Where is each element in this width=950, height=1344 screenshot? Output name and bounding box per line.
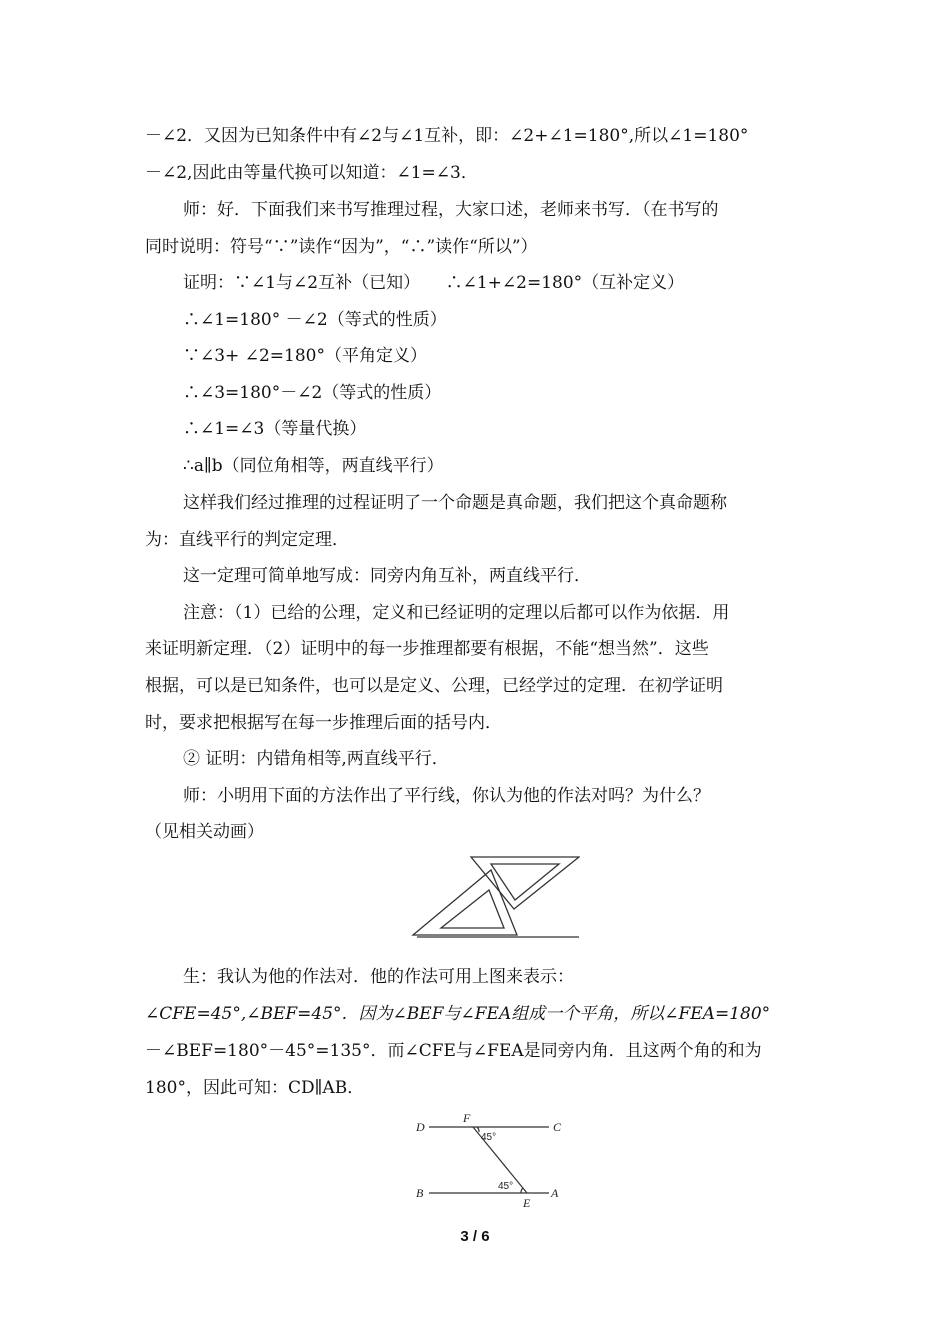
proof-line: ∴∠1=∠3（等量代换） [183, 419, 367, 439]
paragraph-line: 时，要求把根据写在每一步推理后面的括号内． [145, 713, 502, 733]
paragraph-line: 师：好．下面我们来书写推理过程，大家口述，老师来书写．（在书写的 [183, 200, 719, 220]
paragraph-line: 这样我们经过推理的过程证明了一个命题是真命题，我们把这个真命题称 [183, 493, 727, 513]
angle-label-top: 45° [481, 1132, 497, 1143]
paragraph-line: ∠CFE=45°,∠BEF=45°．因为∠BEF与∠FEA组成一个平角，所以∠FEA=180° [145, 1004, 771, 1024]
paragraph-line: 为：直线平行的判定定理． [145, 530, 349, 550]
page-number: 3 / 6 [460, 1228, 490, 1245]
paragraph-line: 来证明新定理．（2）证明中的每一步推理都要有根据，不能“想当然”．这些 [145, 639, 709, 659]
label-A: A [551, 1186, 559, 1200]
angle-label-bottom: 45° [498, 1181, 514, 1192]
label-F: F [463, 1112, 471, 1125]
paragraph-line: 注意：（1）已给的公理，定义和已经证明的定理以后都可以作为依据．用 [183, 603, 730, 623]
paragraph-line: －∠2,因此由等量代换可以知道：∠1=∠3． [145, 163, 478, 183]
label-D: D [416, 1120, 425, 1134]
paragraph-line: ② 证明：内错角相等,两直线平行． [183, 749, 449, 769]
proof-line: ∴∠1=180° －∠2（等式的性质） [183, 310, 447, 330]
paragraph-line: 同时说明：符号“∵”读作“因为”，“∴”读作“所以”） [145, 237, 538, 257]
paragraph-line: －∠BEF=180°－45°=135°．而∠CFE与∠FEA是同旁内角．且这两个角的和为 [145, 1041, 762, 1061]
label-E: E [523, 1196, 531, 1210]
proof-line: ∴a∥b（同位角相等，两直线平行） [183, 456, 444, 476]
proof-line: ∴∠3=180°－∠2（等式的性质） [183, 383, 442, 403]
proof-line: ∵∠3+ ∠2=180°（平角定义） [183, 346, 427, 366]
paragraph-line: 这一定理可简单地写成：同旁内角互补，两直线平行． [183, 566, 591, 586]
paragraph-line: 生：我认为他的作法对．他的作法可用上图来表示： [183, 967, 574, 987]
proof-line: 证明：∵∠1与∠2互补（已知） ∴∠1+∠2=180°（互补定义） [183, 273, 685, 293]
label-C: C [553, 1120, 562, 1134]
set-square-figure [409, 855, 580, 945]
parallel-lines-figure [401, 1112, 589, 1212]
label-B: B [416, 1186, 424, 1200]
paragraph-line: （见相关动画） [145, 822, 264, 842]
paragraph-line: 180°，因此可知：CD∥AB． [145, 1078, 365, 1098]
paragraph-line: －∠2．又因为已知条件中有∠2与∠1互补，即：∠2+∠1=180°,所以∠1=180° [145, 126, 749, 146]
paragraph-line: 师：小明用下面的方法作出了平行线，你认为他的作法对吗？为什么？ [183, 786, 710, 806]
paragraph-line: 根据，可以是已知条件，也可以是定义、公理，已经学过的定理．在初学证明 [145, 676, 723, 696]
